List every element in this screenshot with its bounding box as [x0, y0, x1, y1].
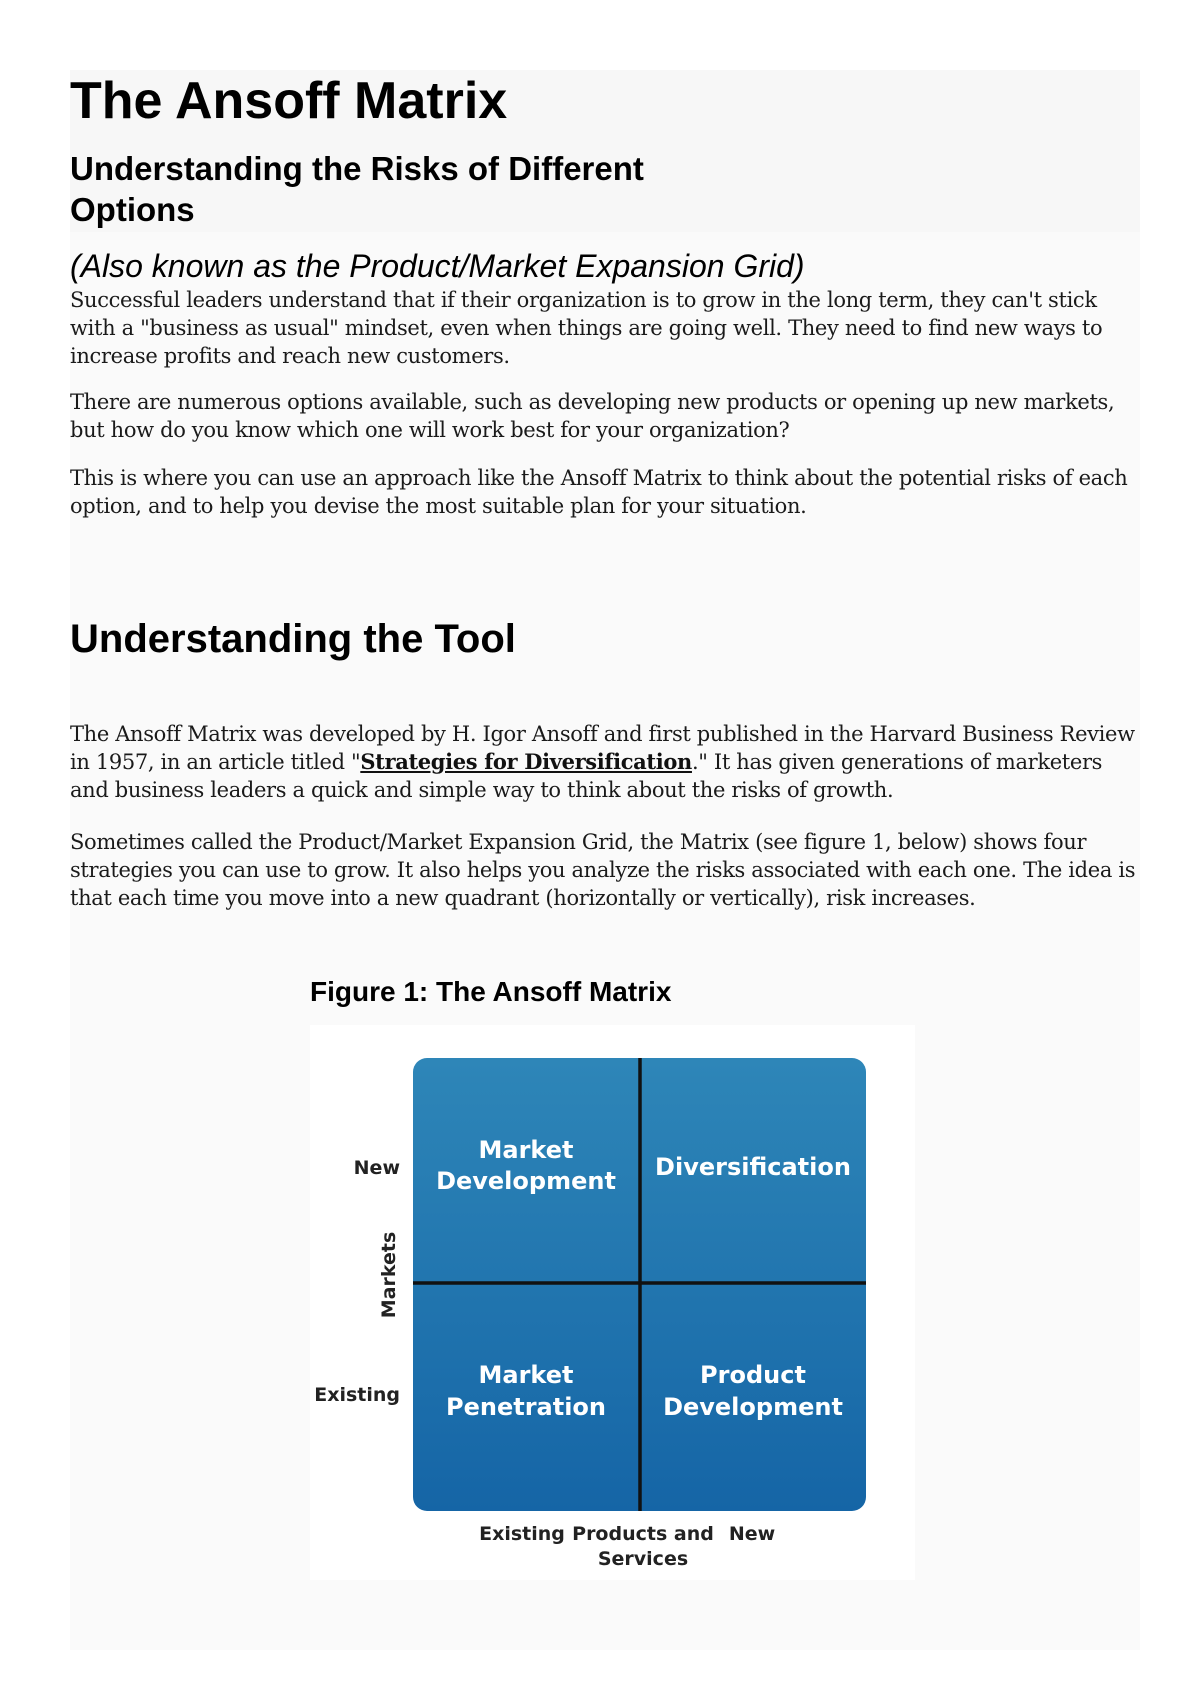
tool-paragraph-1 [70, 720, 1140, 804]
ansoff-matrix-figure [310, 1025, 915, 1580]
x-axis-title-line-2: Services [597, 1548, 689, 1570]
ansoff-matrix-diagram [310, 1025, 915, 1580]
quadrant-top-right: Diversification [655, 1153, 851, 1181]
header-block [70, 70, 1140, 232]
quadrant-bottom-right-line-1: Product [700, 1361, 806, 1389]
quadrant-top-left-line-2: Development [436, 1167, 616, 1195]
quadrant-bottom-left-line-1: Market [478, 1361, 574, 1389]
quadrant-top-left-line-1: Market [478, 1136, 574, 1164]
y-axis-existing-label: Existing [314, 1384, 400, 1406]
alternate-name: (Also known as the Product/Market Expansion Grid) [70, 248, 805, 284]
page-subtitle: Understanding the Risks of Different Options [70, 150, 644, 228]
y-axis-new-label: New [353, 1157, 400, 1179]
quadrant-bottom-left-line-2: Penetration [445, 1393, 607, 1421]
intro-paragraph-3: This is where you can use an approach like the Ansoff Matrix to think about the potential risks of each option, and to help you devise the most suitable plan for your situation. [70, 466, 1128, 518]
article-link[interactable]: Strategies for Diversification [360, 749, 692, 774]
x-axis-new-label: New [728, 1523, 776, 1545]
intro-paragraph-2: There are numerous options available, such as developing new products or opening up new markets, but how do you know which one will work best for your organization? [70, 390, 1115, 442]
figure-caption: Figure 1: The Ansoff Matrix [310, 976, 672, 1007]
x-axis-title-line-1: Products and [572, 1523, 714, 1545]
y-axis-title: Markets [378, 1231, 400, 1319]
page-title: The Ansoff Matrix [70, 72, 508, 130]
intro-paragraph-1: Successful leaders understand that if their organization is to grow in the long term, they can't stick with a "business as usual" mindset, even when things are going well. They need to find new ways to increase profits and reach new customers. [70, 288, 1103, 368]
quadrant-bottom-right-line-2: Development [663, 1393, 843, 1421]
x-axis-existing-label: Existing [479, 1523, 565, 1545]
section-heading: Understanding the Tool [70, 617, 516, 661]
tool-paragraph-1-end: ." It has given generations of marketers and business leaders a quick and simple way to think about the risks of growth. [70, 750, 1103, 802]
tool-paragraph-2: Sometimes called the Product/Market Expansion Grid, the Matrix (see figure 1, below) shows four strategies you can use to grow. It also helps you analyze the risks associated with each one. The idea is that each time you move into a new quadrant (horizontally or vertically), risk increases. [70, 830, 1136, 910]
document-page [70, 70, 1140, 1650]
tool-paragraph-1-start: The Ansoff Matrix was developed by H. Igor Ansoff and first published in the Harvard Business Review in 1957, in an article titled " [70, 722, 1135, 774]
